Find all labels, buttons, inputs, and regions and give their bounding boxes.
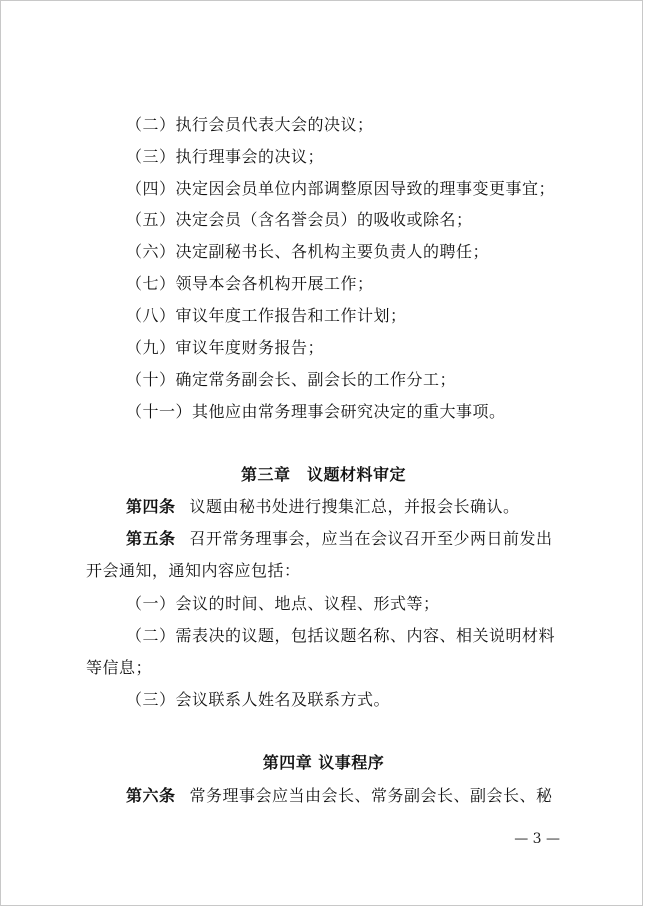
list-item: （八）审议年度工作报告和工作计划；	[126, 306, 407, 325]
list-item: （九）审议年度财务报告；	[126, 338, 325, 357]
list-item: （五）决定会员（含名誉会员）的吸收或除名；	[126, 210, 473, 229]
article-5-text-1: 召开常务理事会，应当在会议召开至少两日前发出	[189, 529, 553, 548]
article-4-text: 议题由秘书处进行搜集汇总，并报会长确认。	[189, 497, 520, 516]
article-6	[126, 786, 553, 806]
article-6-label: 第六条	[126, 786, 176, 805]
list-item: （二）需表决的议题，包括议题名称、内容、相关说明材料	[126, 626, 556, 645]
article-5	[126, 529, 553, 549]
article-4-label: 第四条	[126, 497, 176, 516]
article-5-label: 第五条	[126, 529, 176, 548]
chapter-3-title: 第三章 议题材料审定	[240, 465, 406, 484]
article-5-text-2: 开会通知，通知内容应包括：	[86, 561, 301, 580]
list-item: （四）决定因会员单位内部调整原因导致的理事变更事宜；	[126, 179, 556, 198]
list-item: （一）会议的时间、地点、议程、形式等；	[126, 594, 440, 613]
article-4	[126, 497, 520, 517]
chapter-4-title: 第四章 议事程序	[262, 753, 385, 772]
article-6-text: 常务理事会应当由会长、常务副会长、副会长、秘	[189, 786, 553, 805]
list-item: （六）决定副秘书长、各机构主要负责人的聘任；	[126, 242, 490, 261]
list-item: （十）确定常务副会长、副会长的工作分工；	[126, 370, 457, 389]
list-item: （三）执行理事会的决议；	[126, 147, 325, 166]
list-item: （七）领导本会各机构开展工作；	[126, 274, 374, 293]
list-item: （三）会议联系人姓名及联系方式。	[126, 690, 391, 709]
list-item: （十一）其他应由常务理事会研究决定的重大事项。	[126, 402, 506, 421]
list-item-continuation: 等信息；	[86, 658, 153, 677]
page-number: — 3 —	[514, 831, 560, 847]
list-item: （二）执行会员代表大会的决议；	[126, 115, 374, 134]
